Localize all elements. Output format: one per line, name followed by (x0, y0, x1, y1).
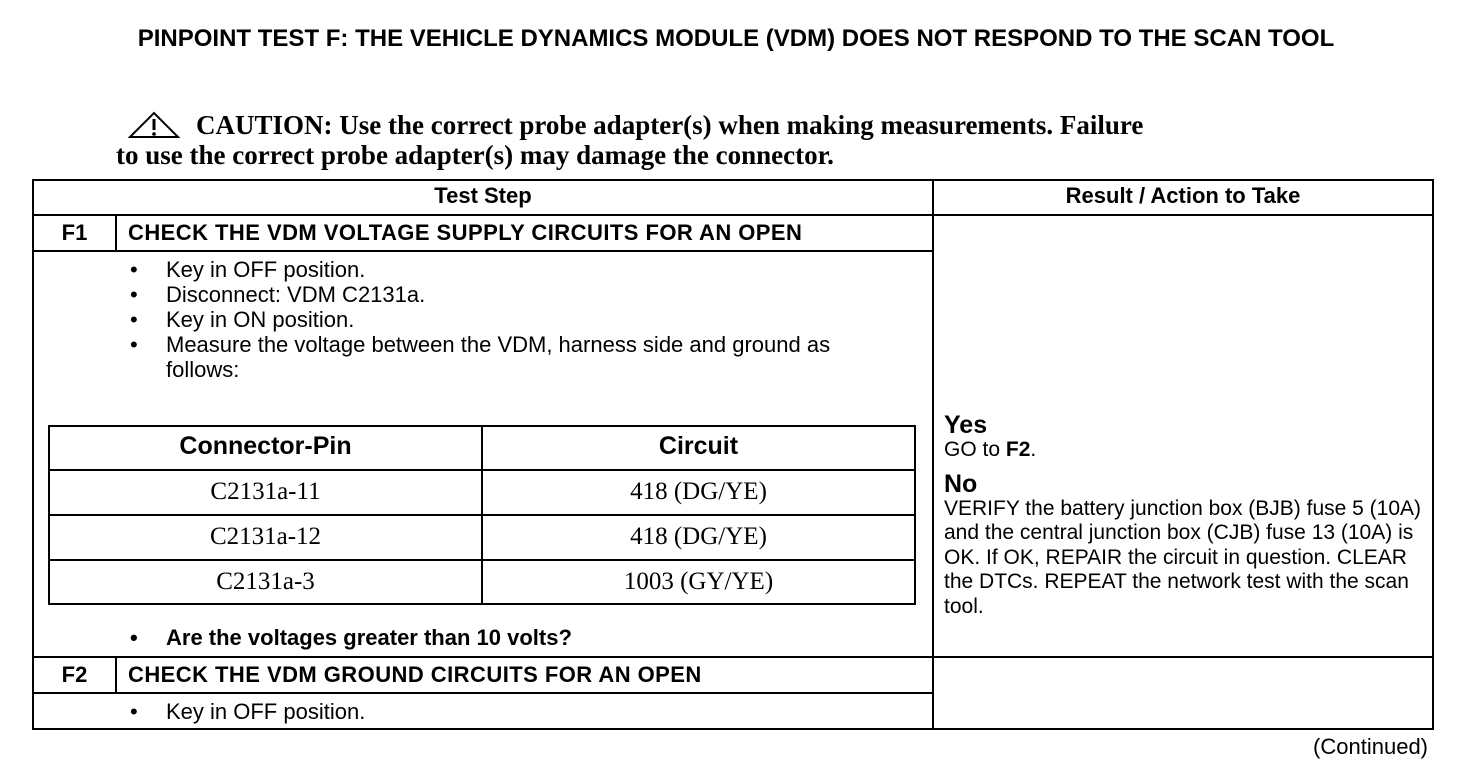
list-item: • Key in OFF position. (117, 699, 847, 724)
pin-table-divider (48, 559, 916, 561)
f2-step-list (117, 699, 847, 724)
pin-table-cell-connector: C2131a-11 (210, 478, 321, 505)
page-title: PINPOINT TEST F: THE VEHICLE DYNAMICS MODULE (VDM) DOES NOT RESPOND TO THE SCAN TOOL (137, 25, 1335, 52)
step-id-f1: F1 (61, 220, 88, 245)
pin-table-header-circuit: Circuit (658, 432, 739, 460)
result-no-text: VERIFY the battery junction box (BJB) fuse 5 (10A) and the central junction box (CJB) fuse 13 (10A) is OK. If OK, REPAIR the circuit in question. CLEAR the DTCs. REPEAT the network test with the scan tool. (944, 496, 1422, 618)
list-item: • Key in OFF position. (117, 257, 847, 282)
result-yes-target: F2 (1005, 438, 1031, 461)
row-divider (32, 692, 933, 694)
caution-label: CAUTION: (196, 110, 333, 140)
f1-result (944, 412, 1428, 619)
pin-table-header-connector-pin: Connector-Pin (179, 432, 352, 460)
pin-table-cell-connector: C2131a-12 (209, 523, 322, 550)
f1-question-list (117, 625, 917, 650)
pin-table-divider (48, 469, 916, 471)
list-item: • Measure the voltage between the VDM, harness side and ground as follows: (117, 332, 847, 382)
column-divider (932, 179, 934, 730)
row-divider (32, 656, 1434, 658)
step-id-divider (115, 656, 117, 692)
f1-step-list (117, 257, 847, 382)
continued-label: (Continued) (1313, 734, 1428, 759)
result-yes-label: Yes (944, 411, 988, 439)
warning-triangle-icon (126, 110, 182, 140)
row-divider (32, 250, 933, 252)
caution-text-line2: to use the correct probe adapter(s) may damage the connector. (116, 140, 834, 170)
f1-question: • Are the voltages greater than 10 volts? (117, 625, 917, 650)
caution-text-line1: Use the correct probe adapter(s) when making measurements. Failure (339, 110, 1144, 140)
list-item: • Key in ON position. (117, 307, 847, 332)
step-heading-f2: CHECK THE VDM GROUND CIRCUITS FOR AN OPEN (128, 662, 702, 687)
result-yes-text: GO to F2. (944, 438, 1037, 461)
step-heading-f1: CHECK THE VDM VOLTAGE SUPPLY CIRCUITS FOR AN OPEN (128, 220, 803, 245)
result-no-label: No (944, 469, 978, 498)
header-result-action: Result / Action to Take (1065, 183, 1301, 208)
caution-notice (116, 110, 1356, 170)
pin-table-cell-connector: C2131a-3 (216, 568, 315, 595)
pin-table-cell-circuit: 1003 (GY/YE) (623, 568, 774, 595)
pin-table-cell-circuit: 418 (DG/YE) (630, 523, 767, 550)
pin-table-divider (48, 514, 916, 516)
list-item: • Disconnect: VDM C2131a. (117, 282, 847, 307)
step-id-divider (115, 214, 117, 250)
pin-table-cell-circuit: 418 (DG/YE) (630, 478, 767, 505)
row-divider (32, 214, 1434, 216)
step-id-f2: F2 (61, 662, 88, 687)
header-test-step: Test Step (434, 183, 532, 208)
